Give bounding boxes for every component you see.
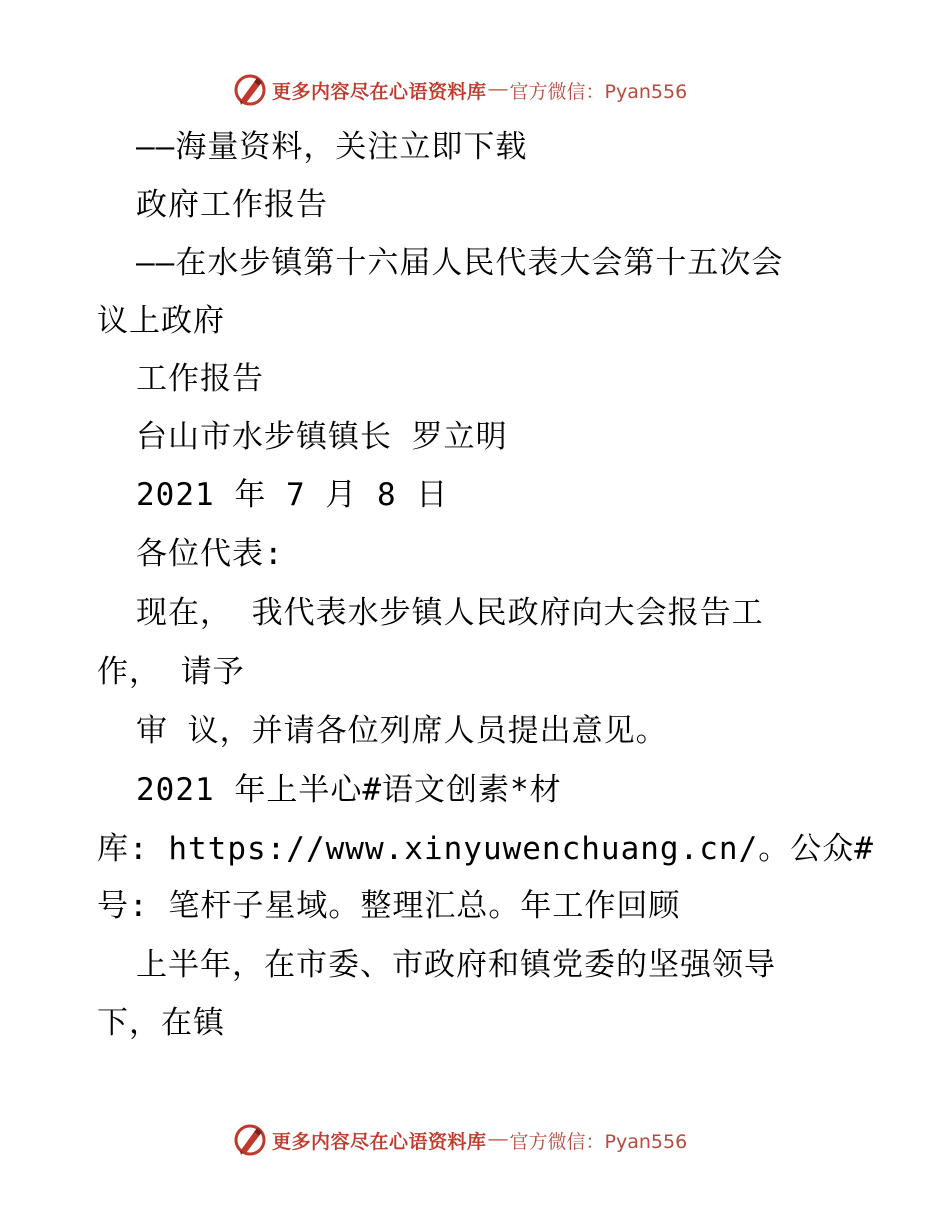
watermark-contact: 官方微信：Pyan556	[509, 80, 688, 103]
watermark-brand: 更多内容尽在心语资料库	[272, 1130, 487, 1153]
footer-watermark	[232, 1120, 687, 1160]
text-line: 政府工作报告	[136, 187, 328, 223]
text-line: 下，在镇	[97, 1005, 225, 1041]
text-line: 台山市水步镇镇长 罗立明	[136, 419, 508, 455]
text-line: 2021 年上半心#语文创素*材	[136, 772, 562, 808]
text-line: 作， 请予	[97, 654, 245, 690]
text-line: 审 议，并请各位列席人员提出意见。	[136, 713, 668, 749]
text-line: ——在水步镇第十六届人民代表大会第十五次会	[136, 245, 784, 281]
pen-logo-icon	[232, 72, 268, 108]
text-line: 各位代表:	[136, 536, 284, 572]
text-line: 库: https://www.xinyuwenchuang.cn/。公众#	[97, 831, 874, 867]
watermark-dash: —	[488, 79, 508, 100]
header-watermark	[232, 70, 687, 110]
text-line: 工作报告	[136, 361, 264, 397]
pen-logo-icon	[232, 1122, 268, 1158]
text-line: 上半年，在市委、市政府和镇党委的坚强领导	[136, 947, 776, 983]
text-line: ——海量资料，关注立即下载	[136, 129, 528, 165]
watermark-dash: —	[488, 1129, 508, 1150]
text-line: 号: 笔杆子星域。整理汇总。年工作回顾	[97, 888, 681, 924]
text-line: 现在， 我代表水步镇人民政府向大会报告工	[136, 595, 764, 631]
text-line: 2021 年 7 月 8 日	[136, 477, 449, 513]
watermark-contact: 官方微信：Pyan556	[509, 1130, 688, 1153]
text-line: 议上政府	[97, 303, 225, 339]
watermark-brand: 更多内容尽在心语资料库	[272, 80, 487, 103]
